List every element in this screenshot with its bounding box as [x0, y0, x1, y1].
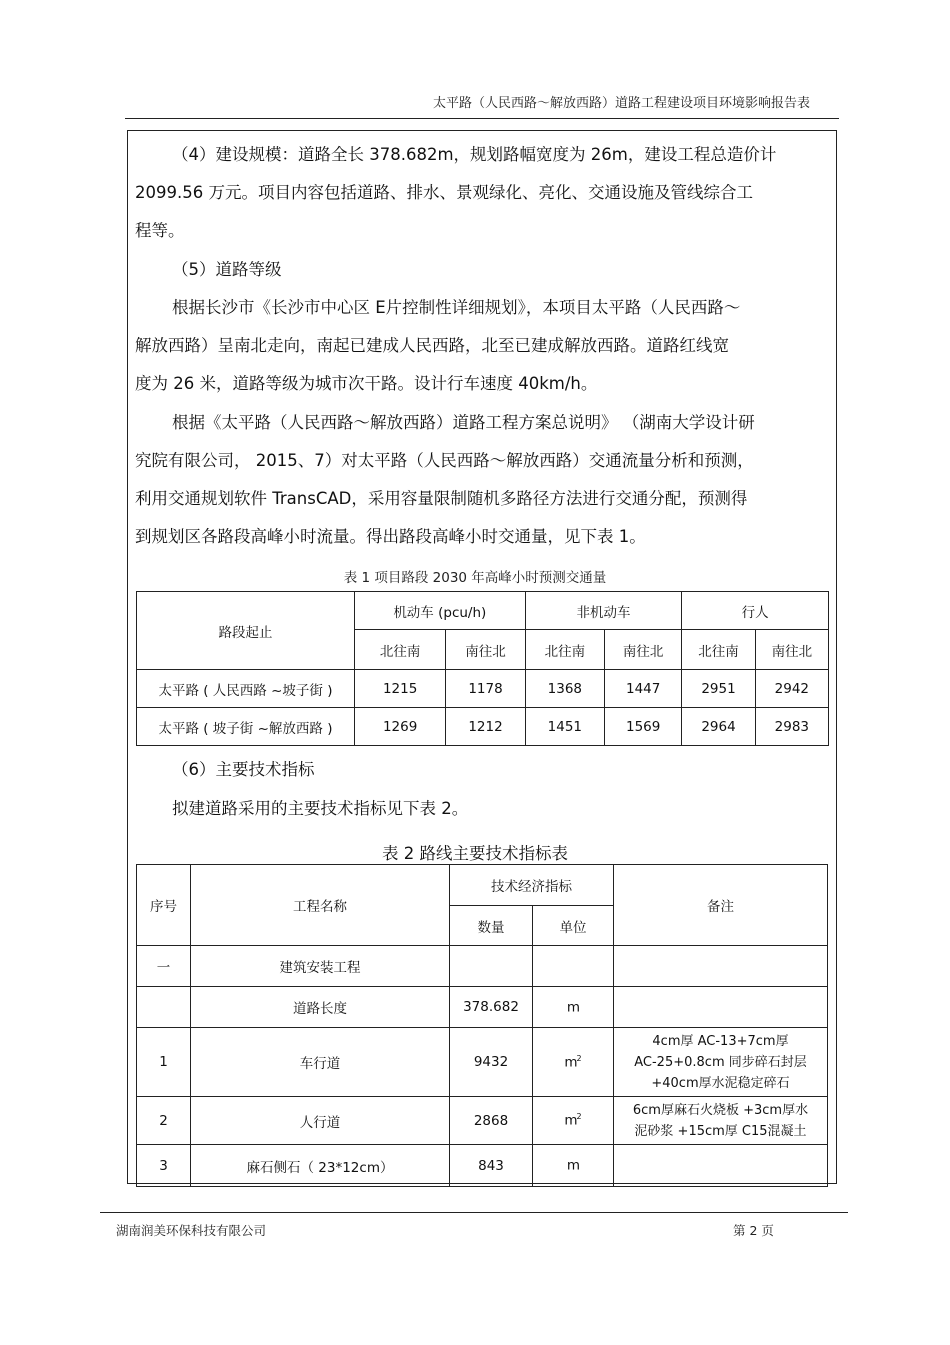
table1-segment-name: 太平路 ( 人民西路 ~坡子街 )	[137, 670, 355, 708]
table2-note-line: 6cm厚麻石火烧板 +3cm厚水	[632, 1102, 809, 1118]
table-row	[137, 708, 829, 746]
table2-no: 一	[137, 946, 191, 987]
table2-note	[614, 987, 828, 1028]
table2-header-unit: 单位	[533, 906, 614, 946]
header-rule	[125, 118, 839, 119]
table2-name: 车行道	[191, 1028, 450, 1097]
grade-heading: （5）道路等级	[172, 260, 282, 279]
table2-qty: 843	[450, 1145, 533, 1187]
traffic-paragraph-line3: 利用交通规划软件 TransCAD，采用容量限制随机多路径方法进行交通分配，预测得	[135, 489, 748, 508]
table-row	[137, 1028, 828, 1097]
traffic-paragraph-line1: 根据《太平路（人民西路～解放西路）道路工程方案总说明》 （湖南大学设计研	[172, 413, 755, 432]
table1-subheader: 北往南	[354, 630, 445, 670]
table1-cell: 2951	[682, 670, 755, 708]
table-row	[137, 987, 828, 1028]
table1-header-motor: 机动车 (pcu/h)	[354, 592, 525, 630]
table2-unit-sup: 2	[576, 1112, 582, 1122]
table2-unit	[533, 946, 614, 987]
table1-cell: 1368	[525, 670, 604, 708]
table2-header-index: 技术经济指标	[450, 865, 614, 906]
table-row	[137, 1145, 828, 1187]
traffic-paragraph-line4: 到规划区各路段高峰小时流量。得出路段高峰小时交通量，见下表 1。	[135, 527, 646, 546]
table2-no: 3	[137, 1145, 191, 1187]
table2-header-qty: 数量	[450, 906, 533, 946]
table1-subheader: 北往南	[525, 630, 604, 670]
table2-unit-text: m	[566, 1157, 581, 1174]
table2-header-no: 序号	[137, 865, 191, 946]
table1-cell: 1178	[446, 670, 525, 708]
table1-cell: 2983	[755, 708, 828, 746]
traffic-paragraph-line2: 究院有限公司， 2015、7）对太平路（人民西路～解放西路）交通流量分析和预测，	[135, 451, 754, 470]
grade-paragraph-line2: 解放西路）呈南北走向，南起已建成人民西路，北至已建成解放西路。道路红线宽	[135, 336, 729, 355]
table1-caption: 表 1 项目路段 2030 年高峰小时预测交通量	[343, 570, 607, 586]
table1-cell: 1451	[525, 708, 604, 746]
page-number: 第 2 页	[733, 1223, 774, 1238]
scale-paragraph-line2: 2099.56 万元。项目内容包括道路、排水、景观绿化、亮化、交通设施及管线综合工	[135, 183, 753, 202]
table1-subheader: 南往北	[755, 630, 828, 670]
table2-header-note: 备注	[614, 865, 828, 946]
table2-note-line: 泥砂浆 +15cm厚 C15混凝土	[634, 1123, 807, 1139]
table2-note-line: AC-25+0.8cm 同步碎石封层	[634, 1054, 807, 1070]
table1-header-pedestrian: 行人	[682, 592, 829, 630]
tech-index-heading: （6）主要技术指标	[172, 760, 315, 779]
table-row	[137, 670, 829, 708]
grade-paragraph-line3: 度为 26 米，道路等级为城市次干路。设计行车速度 40km/h。	[135, 374, 598, 393]
table1-cell: 1269	[354, 708, 445, 746]
table2-no	[137, 987, 191, 1028]
table1-cell: 1569	[605, 708, 682, 746]
table2-name: 建筑安装工程	[191, 946, 450, 987]
traffic-volume-table	[136, 591, 829, 746]
table2-name: 道路长度	[191, 987, 450, 1028]
table2-qty: 378.682	[450, 987, 533, 1028]
tech-index-paragraph: 拟建道路采用的主要技术指标见下表 2。	[172, 799, 469, 818]
table1-cell: 1215	[354, 670, 445, 708]
grade-paragraph-line1: 根据长沙市《长沙市中心区 E片控制性详细规划》，本项目太平路（人民西路～	[172, 298, 741, 317]
table1-cell: 1212	[446, 708, 525, 746]
table2-unit-text: m	[564, 1054, 578, 1071]
table1-header-segment: 路段起止	[137, 592, 355, 670]
table2-unit-sup: 2	[576, 1053, 582, 1063]
table2-unit	[533, 1028, 614, 1097]
table2-no: 2	[137, 1097, 191, 1145]
table2-no: 1	[137, 1028, 191, 1097]
footer-rule	[100, 1212, 848, 1213]
table1-cell: 1447	[605, 670, 682, 708]
table1-cell: 2942	[755, 670, 828, 708]
table1-subheader: 北往南	[682, 630, 755, 670]
table2-caption: 表 2 路线主要技术指标表	[382, 844, 568, 863]
scale-paragraph-line3: 程等。	[135, 221, 185, 240]
table2-note-line: 4cm厚 AC-13+7cm厚	[652, 1033, 789, 1049]
table2-name: 麻石侧石（ 23*12cm）	[191, 1145, 450, 1187]
table1-segment-name: 太平路 ( 坡子街 ~解放西路 )	[137, 708, 355, 746]
table2-qty	[450, 946, 533, 987]
table1-cell: 2964	[682, 708, 755, 746]
table2-note-line: +40cm厚水泥稳定碎石	[651, 1075, 790, 1091]
scale-paragraph-line1: （4）建设规模：道路全长 378.682m，规划路幅宽度为 26m，建设工程总造价计	[172, 145, 777, 164]
table2-name: 人行道	[191, 1097, 450, 1145]
table2-unit-text: m	[564, 1112, 578, 1129]
footer-company: 湖南润美环保科技有限公司	[116, 1223, 267, 1238]
table2-unit	[533, 1145, 614, 1187]
table2-note	[614, 1145, 828, 1187]
table-row	[137, 1097, 828, 1145]
table2-qty: 9432	[450, 1028, 533, 1097]
table2-header-name: 工程名称	[191, 865, 450, 946]
table2-note	[614, 946, 828, 987]
table2-note	[614, 1028, 828, 1097]
table1-subheader: 南往北	[605, 630, 682, 670]
table1-header-nonmotor: 非机动车	[525, 592, 682, 630]
table2-note	[614, 1097, 828, 1145]
table2-unit-text: m	[566, 999, 581, 1016]
page-header-title: 太平路（人民西路～解放西路）道路工程建设项目环境影响报告表	[432, 96, 810, 111]
table2-unit	[533, 987, 614, 1028]
table2-qty: 2868	[450, 1097, 533, 1145]
tech-index-table	[136, 864, 828, 1187]
table1-subheader: 南往北	[446, 630, 525, 670]
table2-unit	[533, 1097, 614, 1145]
table-row	[137, 946, 828, 987]
